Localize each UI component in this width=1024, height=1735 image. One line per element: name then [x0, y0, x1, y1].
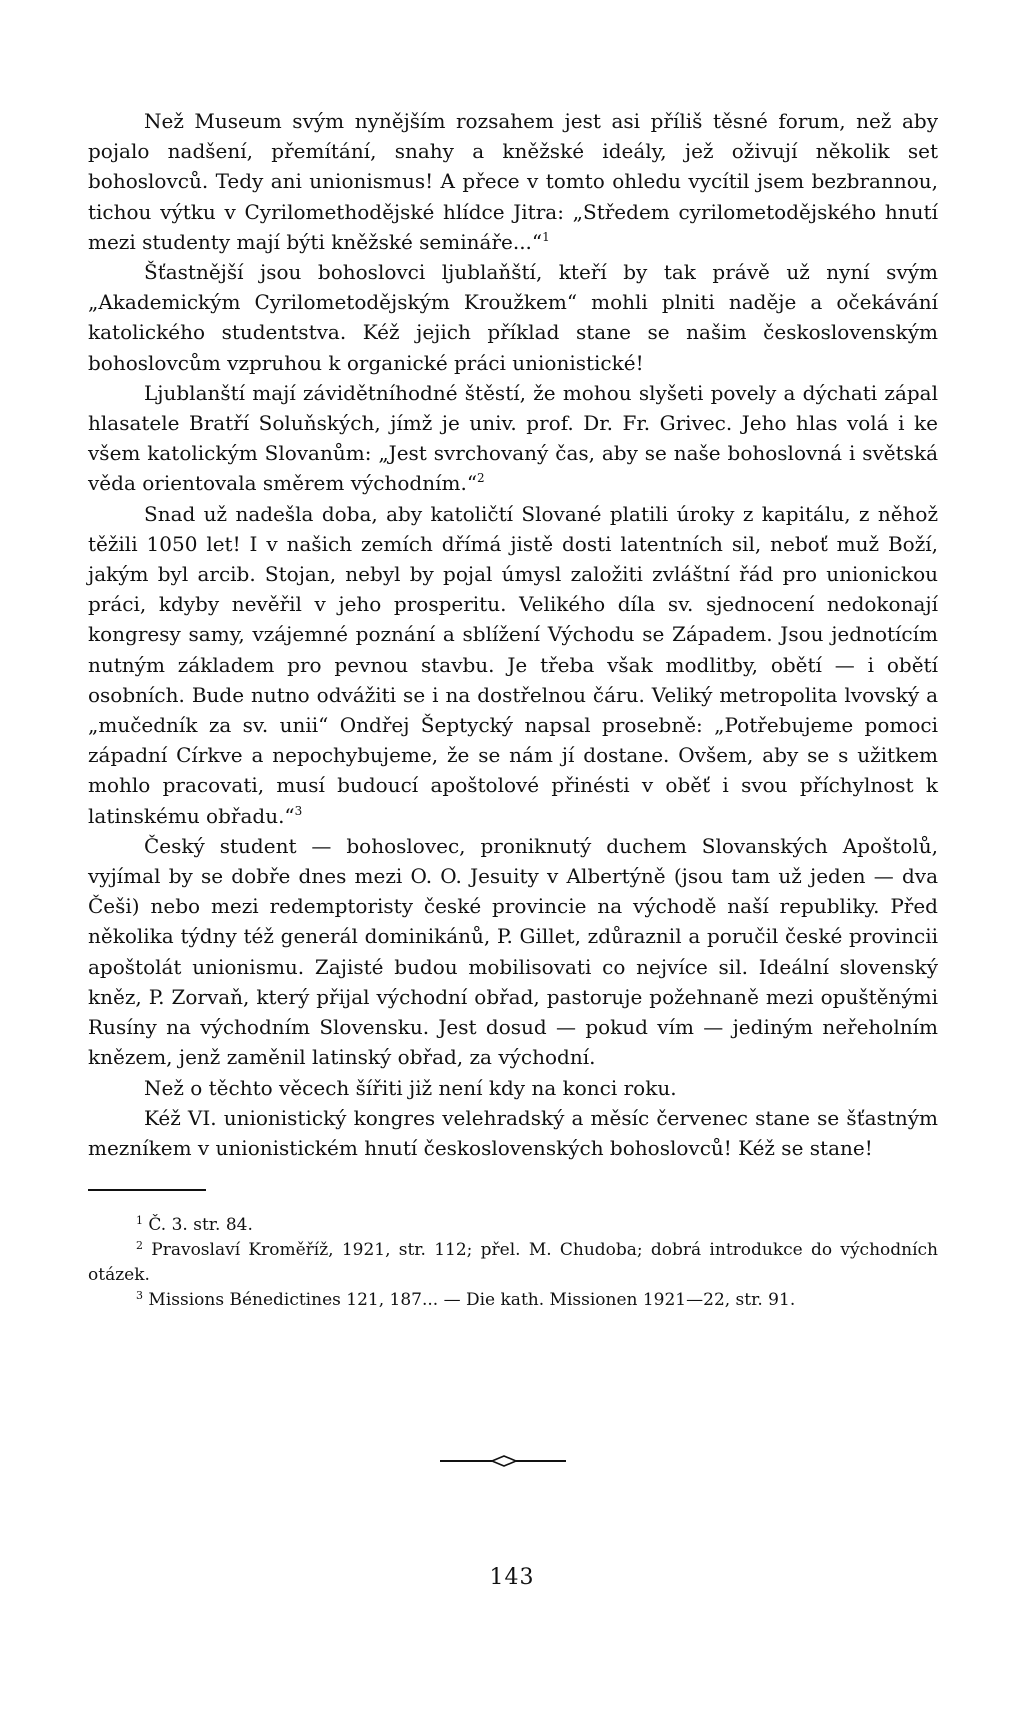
page-content	[88, 106, 938, 1313]
footnote-text: Missions Bénedictines 121, 187... — Die kath. Missionen 1921—22, str. 91.	[148, 1290, 796, 1311]
footnote-marker: 1	[136, 1214, 143, 1228]
footnote-reference: 3	[294, 803, 303, 818]
footnote-marker: 2	[136, 1239, 143, 1253]
footnote-reference: 2	[477, 471, 485, 486]
paragraph-text: Snad už nadešla doba, aby katoličtí Slované platili úroky z kapitálu, z něhož těžili 1050 let! I v našich zemích dřímá jistě dosti latentních sil, neboť muž Boží, jakým byl arcib. Stojan, nebyl by pojal úmysl založiti zvláštní řád pro unionickou práci, kdyby nevěřil v jeho prosperitu. Velikého díla sv. sjednocení nedokonají kongresy samy, vzájemné poznání a sblížení Východu se Západem. Jsou jednotícím nutným základem pro pevnou stavbu. Je třeba však modlitby, obětí — i obětí osobních. Bude nutno odvážiti se i na dostřelnou čáru. Veliký metropolita lvovský a „mučedník za sv. unii“ Ondřej Šeptycký napsal prosebně: „Potřebujeme pomoci západní Církve a nepochybujeme, že se nám jí dostane. Ovšem, aby se s užitkem mohlo pracovati, musí budoucí apoštolové přinésti v oběť i svou příchylnost k latinskému obřadu.“	[88, 501, 938, 828]
footnote	[88, 1213, 938, 1238]
paragraph	[88, 499, 938, 831]
footnotes	[88, 1213, 938, 1313]
footnote-text: Č. 3. str. 84.	[148, 1215, 253, 1236]
page-number: 143	[489, 1565, 535, 1590]
paragraph-text: Ljublanští mají závidětníhodné štěstí, že mohou slyšeti povely a dýchati zápal hlasatele Bratří Soluňských, jímž je univ. prof. Dr. Fr. Grivec. Jeho hlas volá i ke všem katolickým Slovanům: „Jest svrchovaný čas, aby se naše bohoslovná i světská věda orientovala směrem východním.“	[88, 380, 938, 496]
paragraph	[88, 106, 938, 257]
paragraph	[88, 378, 938, 499]
article-body	[88, 106, 938, 1163]
footnote-marker: 3	[136, 1289, 143, 1303]
paragraph: Český student — bohoslovec, proniknutý duchem Slovanských Apoštolů, vyjímal by se dobře dnes mezi O. O. Jesuity v Albertýně (jsou tam už jeden — dva Češi) nebo mezi redemptoristy české provincie na východě naší republiky. Před několika týdny též generál dominikánů, P. Gillet, zdůraznil a poručil české provincii apoštolát unionismu. Zajisté budou mobilisovati co nejvíce sil. Ideální slovenský kněz, P. Zorvaň, který přijal východní obřad, pastoruje požehnaně mezi opuštěnými Rusíny na východním Slovensku. Jest dosud — pokud vím — jediným neřeholním knězem, jenž zaměnil latinský obřad, za východní.	[88, 833, 938, 1070]
paragraph: Kéž VI. unionistický kongres velehradský a měsíc červenec stane se šťastným mezníkem v unionistickém hnutí československých bohoslovců! Kéž se stane!	[88, 1105, 938, 1160]
footnote-divider	[88, 1189, 206, 1191]
paragraph-text: Než Museum svým nynějším rozsahem jest asi příliš těsné forum, než aby pojalo nadšení, přemítání, snahy a kněžské ideály, jež oživují několik set bohoslovců. Tedy ani unionismus! A přece v tomto ohledu vycítil jsem bezbrannou, tichou výtku v Cyrilomethodějské hlídce Jitra: „Středem cyrilometodějského hnutí mezi studenty mají býti kněžské semináře...“	[88, 109, 938, 254]
footnote-text: Pravoslaví Kroměříž, 1921, str. 112; přel. M. Chudoba; dobrá introdukce do východních otázek.	[88, 1240, 939, 1286]
paragraph: Než o těchto věcech šířiti již není kdy na konci roku.	[144, 1075, 677, 1100]
ornament-divider	[440, 1455, 566, 1467]
paragraph: Šťastnější jsou bohoslovci ljublaňští, kteří by tak právě už nyní svým „Akademickým Cyrilometodějským Kroužkem“ mohli plniti naděje a očekávání katolického studentstva. Kéž jejich příklad stane se našim československým bohoslovcům vzpruhou k organické práci unionistické!	[88, 260, 938, 375]
footnote	[88, 1238, 938, 1288]
footnote	[88, 1288, 938, 1313]
footnote-reference: 1	[542, 229, 550, 244]
